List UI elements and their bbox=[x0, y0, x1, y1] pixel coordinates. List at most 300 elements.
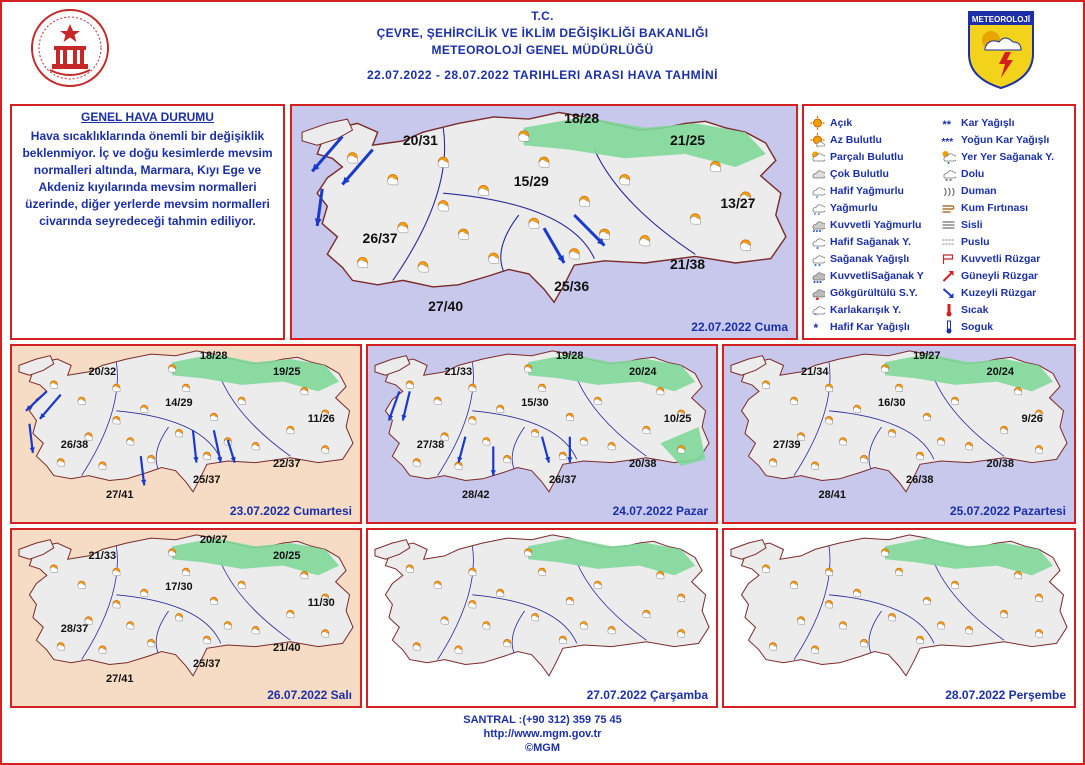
map-day-4 bbox=[722, 344, 1076, 524]
legend-item bbox=[810, 318, 937, 335]
sun-icon bbox=[238, 581, 245, 589]
sun-icon bbox=[1035, 446, 1042, 454]
footer bbox=[0, 713, 1085, 755]
legend-item bbox=[941, 199, 1068, 216]
map-date-label: 24.07.2022 Pazar bbox=[612, 504, 708, 518]
svg-text:*·: *· bbox=[814, 312, 819, 317]
sun-icon bbox=[321, 446, 328, 454]
sun-icon bbox=[301, 387, 308, 395]
sun-icon bbox=[839, 438, 846, 446]
sun-icon bbox=[937, 438, 944, 446]
map-day-3 bbox=[366, 344, 718, 524]
legend-item bbox=[941, 301, 1068, 318]
legend-item bbox=[810, 301, 937, 318]
sun-icon bbox=[619, 174, 629, 185]
sun-icon bbox=[413, 643, 420, 651]
light-rain-icon bbox=[810, 184, 825, 198]
legend-item bbox=[810, 114, 937, 131]
sun-icon bbox=[531, 613, 538, 621]
sun-icon bbox=[529, 218, 539, 229]
temperature-label: 25/37 bbox=[192, 658, 221, 671]
legend-label: Kum Fırtınası bbox=[961, 201, 1029, 214]
map-date-label: 26.07.2022 Salı bbox=[267, 688, 352, 702]
legend-item bbox=[810, 216, 937, 233]
sun-icon bbox=[888, 429, 895, 437]
sun-icon bbox=[347, 153, 357, 164]
temperature-label: 27/39 bbox=[773, 438, 801, 451]
temperature-label: 26/38 bbox=[906, 474, 934, 487]
legend-item bbox=[941, 250, 1068, 267]
sandstorm-icon bbox=[941, 201, 956, 215]
sun-icon bbox=[811, 462, 818, 470]
legend-item bbox=[941, 284, 1068, 301]
legend-item bbox=[941, 233, 1068, 250]
sun-icon bbox=[406, 381, 413, 389]
sun-icon bbox=[559, 636, 566, 644]
sleet-icon bbox=[810, 303, 825, 317]
legend-item bbox=[810, 284, 937, 301]
legend-label: Parçalı Bulutlu bbox=[830, 150, 904, 163]
sun-icon bbox=[301, 571, 308, 579]
sun-icon bbox=[455, 462, 462, 470]
sun-icon bbox=[881, 365, 888, 373]
sun-icon bbox=[677, 594, 684, 602]
map-day-7 bbox=[722, 528, 1076, 708]
legend-item bbox=[810, 267, 937, 284]
sun-icon bbox=[895, 384, 902, 392]
turkey-map bbox=[12, 346, 360, 522]
sun-icon bbox=[895, 568, 902, 576]
sun-icon bbox=[531, 429, 538, 437]
sun-icon bbox=[141, 405, 148, 413]
sun-icon bbox=[113, 568, 120, 576]
sun-icon bbox=[1035, 594, 1042, 602]
sun-icon bbox=[469, 384, 476, 392]
sun-icon bbox=[182, 384, 189, 392]
legend-label: Gökgürültülü S.Y. bbox=[830, 286, 918, 299]
heavy-shower-icon bbox=[810, 269, 825, 283]
shower-icon bbox=[810, 252, 825, 266]
sun-icon bbox=[50, 381, 57, 389]
sun-icon bbox=[1000, 426, 1007, 434]
meteoroloji-logo-icon bbox=[965, 8, 1037, 90]
temperature-label: 21/25 bbox=[670, 131, 706, 148]
temperature-label: 15/29 bbox=[513, 173, 549, 190]
logo-wordmark: METEOROLOJİ bbox=[971, 15, 1031, 24]
north-wind-arrow-icon bbox=[941, 286, 956, 300]
sun-icon bbox=[175, 613, 182, 621]
sun-icon bbox=[594, 581, 601, 589]
legend-item bbox=[810, 182, 937, 199]
sun-icon bbox=[287, 426, 294, 434]
temperature-label: 20/31 bbox=[402, 131, 438, 148]
legend-item bbox=[941, 114, 1068, 131]
sun-icon bbox=[469, 600, 476, 608]
map-date-label: 23.07.2022 Cumartesi bbox=[229, 504, 352, 518]
temperature-label: 19/25 bbox=[273, 365, 301, 378]
temperature-label: 10/25 bbox=[663, 412, 692, 425]
sun-icon bbox=[538, 568, 545, 576]
legend-item bbox=[941, 216, 1068, 233]
temperature-label: 21/38 bbox=[670, 256, 706, 273]
temperature-label: 21/40 bbox=[273, 642, 301, 655]
temperature-label: 20/32 bbox=[88, 365, 117, 378]
sun-icon bbox=[599, 229, 609, 240]
sun-icon bbox=[168, 549, 175, 557]
legend-item bbox=[941, 131, 1068, 148]
legend-label: Hafif Yağmurlu bbox=[830, 184, 904, 197]
temperature-label: 20/24 bbox=[986, 365, 1015, 378]
sun-icon bbox=[853, 589, 860, 597]
sun-icon bbox=[519, 131, 529, 142]
legend-label: Açık bbox=[830, 116, 853, 129]
temperature-label: 25/36 bbox=[554, 278, 590, 295]
sun-icon bbox=[810, 116, 825, 130]
header-line1: T.C. bbox=[531, 9, 554, 23]
sun-icon bbox=[99, 462, 106, 470]
temperature-label: 17/30 bbox=[165, 580, 193, 593]
legend-label: Çok Bulutlu bbox=[830, 167, 889, 180]
sun-icon bbox=[57, 459, 64, 467]
sun-icon bbox=[594, 397, 601, 405]
temperature-label: 20/38 bbox=[629, 458, 657, 471]
sun-icon bbox=[790, 581, 797, 589]
legend-label: Kar Yağışlı bbox=[961, 116, 1015, 129]
general-weather-title: GENEL HAVA DURUMU bbox=[81, 110, 214, 124]
footer-phone: SANTRAL :(+90 312) 359 75 45 bbox=[463, 714, 622, 726]
legend-label: Sisli bbox=[961, 218, 983, 231]
temperature-label: 9/26 bbox=[1021, 412, 1043, 425]
sun-icon bbox=[483, 622, 490, 630]
legend-item bbox=[941, 148, 1068, 165]
hail-icon bbox=[941, 167, 956, 181]
sun-icon bbox=[769, 459, 776, 467]
sun-icon bbox=[538, 384, 545, 392]
legend-item bbox=[810, 148, 937, 165]
legend-label: Kuvvetli Rüzgar bbox=[961, 252, 1041, 265]
sun-icon bbox=[951, 581, 958, 589]
turkey-map bbox=[724, 530, 1074, 706]
sun-icon bbox=[580, 622, 587, 630]
sun-icon bbox=[99, 646, 106, 654]
cloudy-icon bbox=[810, 167, 825, 181]
svg-text:***: *** bbox=[941, 136, 954, 147]
legend-label: Puslu bbox=[961, 235, 990, 248]
sun-icon bbox=[141, 589, 148, 597]
temperature-label: 20/24 bbox=[629, 365, 657, 378]
temperature-label: 16/30 bbox=[878, 396, 906, 409]
sun-icon bbox=[951, 397, 958, 405]
sun-icon bbox=[483, 438, 490, 446]
sun-icon bbox=[881, 549, 888, 557]
legend-label: Yer Yer Sağanak Y. bbox=[961, 150, 1055, 163]
svg-text:**: ** bbox=[942, 118, 952, 130]
sun-icon bbox=[175, 429, 182, 437]
map-date-label: 25.07.2022 Pazartesi bbox=[949, 504, 1066, 518]
temperature-label: 27/41 bbox=[105, 672, 134, 685]
sun-icon bbox=[677, 630, 684, 638]
sun-icon bbox=[252, 626, 259, 634]
svg-text:*: * bbox=[813, 320, 819, 334]
header bbox=[0, 8, 1085, 84]
sun-icon bbox=[497, 589, 504, 597]
temperature-label: 20/25 bbox=[273, 549, 301, 562]
legend-item bbox=[810, 250, 937, 267]
cold-icon bbox=[941, 320, 956, 334]
sun-icon bbox=[182, 568, 189, 576]
sun-icon bbox=[488, 253, 498, 264]
legend-item bbox=[810, 199, 937, 216]
sun-icon bbox=[455, 646, 462, 654]
scattered-showers-icon bbox=[941, 150, 956, 164]
sun-icon bbox=[853, 405, 860, 413]
sun-icon bbox=[825, 600, 832, 608]
sun-icon bbox=[78, 581, 85, 589]
header-ministry: ÇEVRE, ŞEHİRCİLİK VE İKLİM DEĞİŞİKLİĞİ BAKANLIĞI bbox=[376, 26, 709, 40]
sun-icon bbox=[147, 639, 154, 647]
sun-icon bbox=[710, 161, 720, 172]
temperature-label: 27/41 bbox=[105, 488, 134, 501]
temperature-label: 26/38 bbox=[60, 438, 89, 451]
turkey-map bbox=[292, 106, 796, 338]
temperature-label: 19/27 bbox=[913, 349, 941, 362]
sun-icon bbox=[539, 157, 549, 168]
temperature-label: 28/41 bbox=[818, 488, 847, 501]
strong-wind-icon bbox=[941, 252, 956, 266]
temperature-label: 13/27 bbox=[720, 195, 756, 212]
sun-icon bbox=[203, 452, 210, 460]
sun-icon bbox=[643, 426, 650, 434]
partly-cloudy-icon bbox=[810, 150, 825, 164]
sun-icon bbox=[398, 222, 408, 233]
temperature-label: 21/33 bbox=[444, 365, 473, 378]
sun-icon bbox=[321, 630, 328, 638]
legend-label: Dolu bbox=[961, 167, 985, 180]
map-day-2 bbox=[10, 344, 362, 524]
turkey-map bbox=[368, 346, 716, 522]
sun-icon bbox=[1035, 630, 1042, 638]
temperature-label: 18/28 bbox=[199, 349, 228, 362]
sun-icon bbox=[524, 365, 531, 373]
legend-label: Sağanak Yağışlı bbox=[830, 252, 910, 265]
sun-icon bbox=[224, 622, 231, 630]
sun-icon bbox=[438, 201, 448, 212]
temperature-label: 28/37 bbox=[60, 622, 89, 635]
sun-icon bbox=[441, 617, 448, 625]
sun-icon bbox=[811, 646, 818, 654]
sun-icon bbox=[434, 581, 441, 589]
sun-icon bbox=[168, 365, 175, 373]
legend-label: Yoğun Kar Yağışlı bbox=[961, 133, 1050, 146]
forecast-period: 22.07.2022 - 28.07.2022 TARIHLERI ARASI HAVA TAHMİNİ bbox=[367, 68, 718, 82]
sun-icon bbox=[469, 568, 476, 576]
sun-icon bbox=[127, 622, 134, 630]
sun-icon bbox=[608, 442, 615, 450]
sun-icon bbox=[406, 565, 413, 573]
sun-icon bbox=[888, 613, 895, 621]
light-snow-icon bbox=[810, 320, 825, 334]
sun-icon bbox=[210, 597, 217, 605]
temperature-label: 28/42 bbox=[461, 488, 490, 501]
header-directorate: METEOROLOJİ GENEL MÜDÜRLÜĞÜ bbox=[431, 43, 654, 57]
legend-label: Güneyli Rüzgar bbox=[961, 269, 1039, 282]
temperature-label: 21/33 bbox=[88, 549, 117, 562]
sun-icon bbox=[566, 597, 573, 605]
smoke-icon bbox=[941, 184, 956, 198]
heavy-rain-icon bbox=[810, 218, 825, 232]
sun-icon bbox=[923, 413, 930, 421]
sun-icon bbox=[357, 257, 367, 268]
sun-icon bbox=[503, 639, 510, 647]
legend-label: Karlakarışık Y. bbox=[830, 303, 902, 316]
map-day-6 bbox=[366, 528, 718, 708]
sun-icon bbox=[210, 413, 217, 421]
fog-icon bbox=[941, 218, 956, 232]
legend-label: KuvvetliSağanak Y bbox=[830, 269, 924, 282]
legend-item bbox=[810, 165, 937, 182]
light-shower-icon bbox=[810, 235, 825, 249]
legend-item bbox=[810, 131, 937, 148]
sun-icon bbox=[965, 442, 972, 450]
sun-icon bbox=[608, 626, 615, 634]
legend-label: Kuzeyli Rüzgar bbox=[961, 286, 1037, 299]
map-day-1 bbox=[290, 104, 798, 340]
sun-icon bbox=[740, 240, 750, 251]
map-date-label: 28.07.2022 Perşembe bbox=[945, 688, 1066, 702]
sun-icon bbox=[640, 235, 650, 246]
legend-label: Duman bbox=[961, 184, 997, 197]
temperature-label: 20/38 bbox=[986, 458, 1015, 471]
sun-icon bbox=[50, 565, 57, 573]
sun-icon bbox=[916, 636, 923, 644]
footer-copyright: ©MGM bbox=[525, 742, 560, 754]
sun-icon bbox=[860, 639, 867, 647]
sun-icon bbox=[790, 397, 797, 405]
haze-icon bbox=[941, 235, 956, 249]
temperature-label: 26/37 bbox=[362, 230, 398, 247]
few-clouds-icon bbox=[810, 133, 825, 147]
sun-icon bbox=[860, 455, 867, 463]
sun-icon bbox=[1014, 571, 1021, 579]
legend-label: Hafif Sağanak Y. bbox=[830, 235, 911, 248]
sun-icon bbox=[287, 610, 294, 618]
sun-icon bbox=[478, 185, 488, 196]
sun-icon bbox=[469, 416, 476, 424]
sun-icon bbox=[762, 565, 769, 573]
sun-icon bbox=[147, 455, 154, 463]
sun-icon bbox=[566, 413, 573, 421]
sun-icon bbox=[916, 452, 923, 460]
legend-label: Yağmurlu bbox=[830, 201, 878, 214]
temperature-label: 15/30 bbox=[521, 396, 549, 409]
legend-item bbox=[941, 318, 1068, 335]
heavy-snow-icon bbox=[941, 133, 956, 147]
sun-icon bbox=[1000, 610, 1007, 618]
sun-icon bbox=[418, 262, 428, 273]
sun-icon bbox=[965, 626, 972, 634]
thunderstorm-icon bbox=[810, 286, 825, 300]
legend-label: Kuvvetli Yağmurlu bbox=[830, 218, 922, 231]
sun-icon bbox=[524, 549, 531, 557]
sun-icon bbox=[438, 157, 448, 168]
temperature-label: 26/37 bbox=[548, 474, 577, 487]
sun-icon bbox=[923, 597, 930, 605]
legend-label: Sıcak bbox=[961, 303, 989, 316]
legend-item bbox=[941, 267, 1068, 284]
legend-item bbox=[941, 182, 1068, 199]
temperature-label: 14/29 bbox=[165, 396, 193, 409]
hot-icon bbox=[941, 303, 956, 317]
temperature-label: 11/30 bbox=[307, 596, 335, 609]
temperature-label: 21/34 bbox=[801, 365, 829, 378]
temperature-label: 25/37 bbox=[192, 474, 221, 487]
sun-icon bbox=[57, 643, 64, 651]
sun-icon bbox=[797, 617, 804, 625]
sun-icon bbox=[580, 438, 587, 446]
map-day-5 bbox=[10, 528, 362, 708]
sun-icon bbox=[413, 459, 420, 467]
temperature-label: 22/37 bbox=[273, 458, 301, 471]
sun-icon bbox=[503, 455, 510, 463]
snow-icon bbox=[941, 116, 956, 130]
sun-icon bbox=[579, 196, 589, 207]
sun-icon bbox=[559, 452, 566, 460]
legend-label: Hafif Kar Yağışlı bbox=[830, 320, 910, 333]
temperature-label: 18/28 bbox=[564, 110, 600, 127]
map-date-label: 22.07.2022 Cuma bbox=[691, 320, 788, 334]
sun-icon bbox=[839, 622, 846, 630]
sun-icon bbox=[937, 622, 944, 630]
legend-panel bbox=[802, 104, 1076, 340]
sun-icon bbox=[769, 643, 776, 651]
sun-icon bbox=[388, 174, 398, 185]
sun-icon bbox=[657, 387, 664, 395]
sun-icon bbox=[1014, 387, 1021, 395]
rain-icon bbox=[810, 201, 825, 215]
sun-icon bbox=[690, 214, 700, 225]
temperature-label: 11/26 bbox=[307, 412, 335, 425]
turkey-map bbox=[368, 530, 716, 706]
sun-icon bbox=[252, 442, 259, 450]
legend-item bbox=[810, 233, 937, 250]
sun-icon bbox=[127, 438, 134, 446]
temperature-label: 20/27 bbox=[199, 533, 228, 546]
sun-icon bbox=[657, 571, 664, 579]
turkey-map bbox=[12, 530, 360, 706]
temperature-label: 27/38 bbox=[416, 438, 445, 451]
map-date-label: 27.07.2022 Çarşamba bbox=[586, 688, 708, 702]
sun-icon bbox=[113, 600, 120, 608]
temperature-label: 19/28 bbox=[555, 349, 584, 362]
sun-icon bbox=[458, 229, 468, 240]
sun-icon bbox=[113, 416, 120, 424]
sun-icon bbox=[825, 416, 832, 424]
legend-label: Soguk bbox=[961, 320, 994, 333]
general-weather-text: Hava sıcaklıklarında önemli bir değişiklik beklenmiyor. İç ve doğu kesimlerde mevsim normalleri altında, Marmara, Kıyı Ege ve Akdeniz kıyılarında mevsim normalleri üzerinde, diğer yerlerde mevsim normalleri civarında seyredeceği tahmin ediliyor. bbox=[22, 129, 273, 228]
general-weather-panel bbox=[10, 104, 285, 340]
legend-item bbox=[941, 165, 1068, 182]
turkey-map bbox=[724, 346, 1074, 522]
sun-icon bbox=[825, 568, 832, 576]
sun-icon bbox=[825, 384, 832, 392]
sun-icon bbox=[203, 636, 210, 644]
sun-icon bbox=[497, 405, 504, 413]
sun-icon bbox=[643, 610, 650, 618]
sun-icon bbox=[677, 446, 684, 454]
sun-icon bbox=[434, 397, 441, 405]
sun-icon bbox=[762, 381, 769, 389]
footer-website-link[interactable]: http://www.mgm.gov.tr bbox=[483, 728, 602, 740]
